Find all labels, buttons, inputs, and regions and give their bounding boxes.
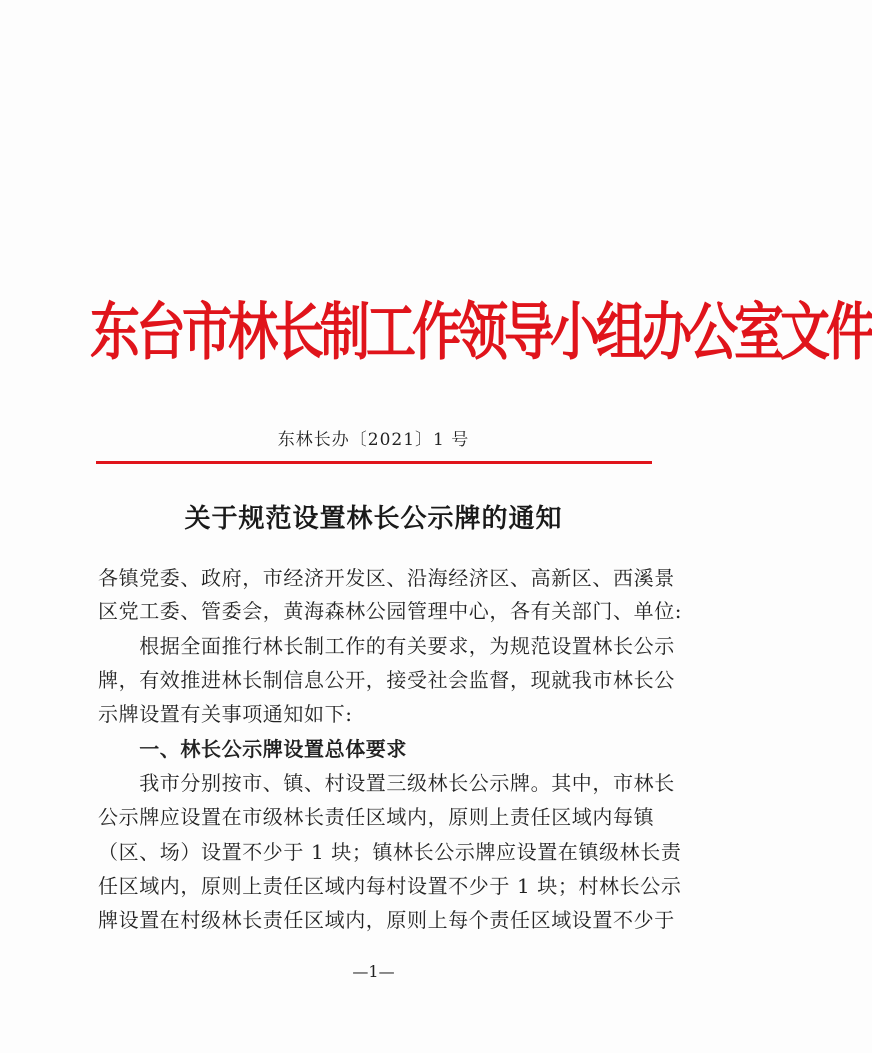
red-divider-line	[96, 461, 652, 464]
body-line-section1-4: 任区域内，原则上责任区域内每村设置不少于 1 块；村林长公示	[98, 874, 682, 898]
body-line-addressees-1: 各镇党委、政府，市经济开发区、沿海经济区、高新区、西溪景	[98, 566, 675, 590]
body-line-section1-2: 公示牌应设置在市级林长责任区域内，原则上责任区域内每镇	[98, 805, 655, 829]
body-line-intro-3: 示牌设置有关事项通知如下:	[98, 702, 353, 726]
issuer-title: 东台市林长制工作领导小组办公室文件	[90, 295, 872, 369]
body-line-intro-2: 牌，有效推进林长制信息公开，接受社会监督，现就我市林长公	[98, 668, 675, 692]
body-line-section1-5: 牌设置在村级林长责任区域内，原则上每个责任区域设置不少于	[98, 908, 675, 932]
section-heading-1: 一、林长公示牌设置总体要求	[98, 737, 407, 761]
notice-title: 关于规范设置林长公示牌的通知	[184, 504, 563, 534]
body-line-section1-1: 我市分别按市、镇、村设置三级林长公示牌。其中，市林长	[98, 771, 675, 795]
page-number: —1—	[352, 962, 395, 981]
body-line-section1-3: （区、场）设置不少于 1 块；镇林长公示牌应设置在镇级林长责	[98, 840, 682, 864]
body-line-addressees-2: 区党工委、管委会，黄海森林公园管理中心，各有关部门、单位:	[98, 599, 683, 623]
document-number: 东林长办〔2021〕1 号	[277, 430, 470, 450]
body-line-intro-1: 根据全面推行林长制工作的有关要求，为规范设置林长公示	[98, 634, 675, 658]
